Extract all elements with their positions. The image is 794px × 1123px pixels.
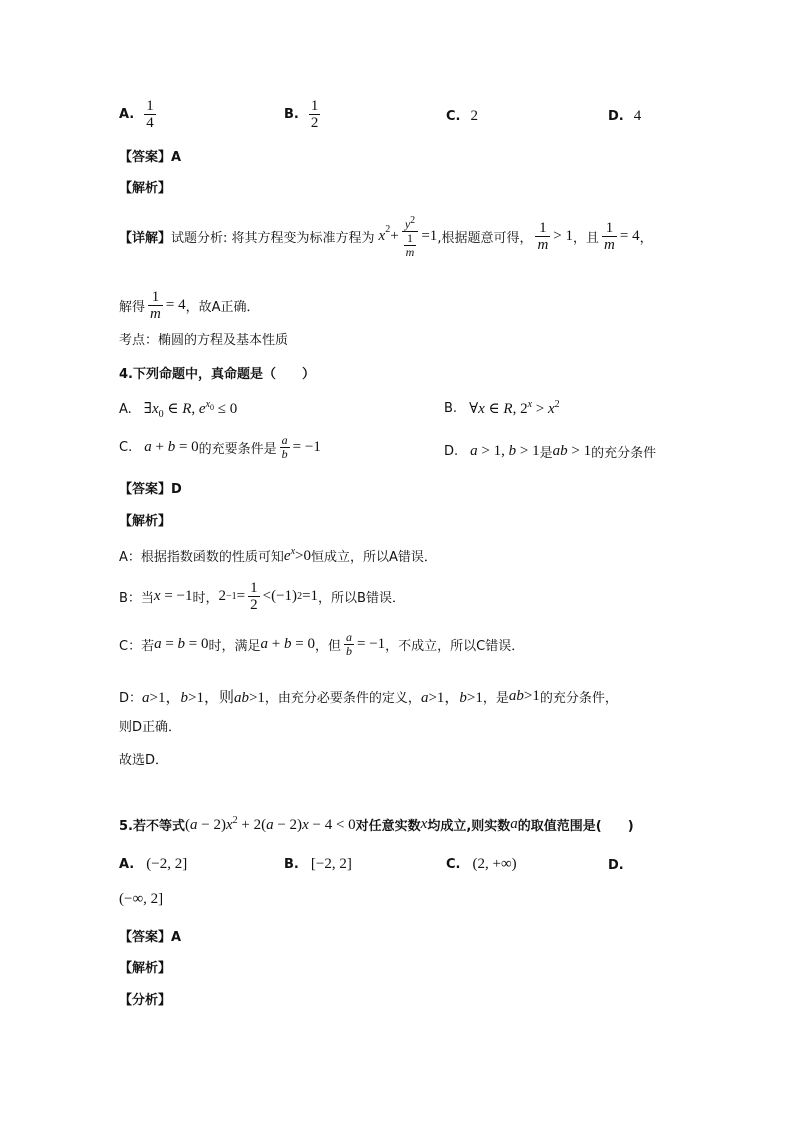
q4-analysis-b: B：当 x = −1 时， 2 −1 = $\frac{1}{2}$ <(−1) 2 =1 ，所以B错误． <box>119 580 405 613</box>
option-value: [−2, 2] <box>310 856 352 872</box>
q4-option-c: C. a + b = 0 的充要条件是 $\frac{a}{b}$ = −1 <box>119 433 321 461</box>
option-letter: B. <box>444 401 458 416</box>
option-letter: B. <box>284 857 299 872</box>
q3-solve-line <box>119 289 259 322</box>
q5-answer <box>119 926 181 945</box>
option-letter: A. <box>119 402 132 417</box>
option-letter: A. <box>119 107 135 122</box>
detail-text: ,根据题意可得， <box>437 231 533 246</box>
option-letter: D. <box>608 858 624 873</box>
q4-analysis-a: A：根据指数函数的性质可知 $e^x>0$ 恒成立，所以A错误． <box>119 546 437 565</box>
denominator: 2 <box>310 115 319 131</box>
title-text: 均成立,则实数 <box>427 819 511 834</box>
analysis-text: B：当 <box>119 591 154 606</box>
solve-suffix: ，故A正确． <box>185 300 260 315</box>
q3-option-a <box>119 98 159 131</box>
answer-tag: 【答案】 <box>119 150 172 165</box>
q4-analysis-tag: 【解析】 <box>119 514 172 529</box>
q4-conclusion: 故选D． <box>119 753 169 768</box>
analysis-text: A：根据指数函数的性质可知 <box>119 550 284 565</box>
analysis-text: 时，满足 <box>208 639 261 654</box>
option-value: 2 <box>470 108 478 124</box>
analysis-text: C：若 <box>119 639 155 654</box>
title-text: 5.若不等式 <box>119 819 185 834</box>
analysis-text: ，由充分必要条件的定义， <box>264 691 421 706</box>
answer-value: A <box>171 930 182 945</box>
q5-option-d-value: (−∞, 2] <box>119 891 164 907</box>
q4-analysis-d: D： a>1，b>1，则ab>1 ，由充分必要条件的定义， a>1，b>1 ，是 ab>1 的充分条件， <box>119 688 618 706</box>
q4-option-b: B. ∀x ∈ R, $2^x > x^2$ <box>444 399 560 417</box>
q3-analysis-tag: 【解析】 <box>119 181 172 196</box>
equation: $\frac{1}{m}$ = 4 <box>150 289 186 322</box>
q4-analysis-d-cont: 则D正确． <box>119 720 182 735</box>
q5-option-a <box>119 856 187 873</box>
option-letter: D. <box>608 109 624 124</box>
q5-option-d <box>608 858 624 873</box>
detail-tag: 【详解】 <box>119 231 172 246</box>
fraction <box>144 98 156 131</box>
q5-option-c <box>446 856 517 873</box>
option-text: 的充要条件是 <box>198 442 277 457</box>
option-value: (2, +∞) <box>472 856 517 872</box>
option-value: 4 <box>633 108 642 124</box>
option-letter: D. <box>444 444 459 459</box>
ellipse-standard-equation: x $^2$ + $\frac{y^2}{\frac{1}{m}}$ =1 <box>378 215 438 259</box>
analysis-text: D： <box>119 691 143 706</box>
q3-option-d <box>608 108 641 125</box>
q4-title: 4.下列命题中，真命题是（ ） <box>119 367 315 382</box>
option-letter: C. <box>446 857 461 872</box>
q4-option-d: D. a > 1, b > 1 是 ab > 1 的充分条件 <box>444 443 657 461</box>
answer-tag: 【答案】 <box>119 930 172 945</box>
option-text: 的充分条件 <box>591 446 657 461</box>
analysis-text: 恒成立，所以A错误． <box>311 550 437 565</box>
analysis-text: ，不成立，所以C错误． <box>385 639 525 654</box>
q5-fenxi-tag: 【分析】 <box>119 993 172 1008</box>
title-text: 的取值范围是( ) <box>517 819 634 834</box>
numerator: 1 <box>146 98 154 114</box>
analysis-text: 时， <box>192 591 219 606</box>
q5-title: 5.若不等式 $(a - 2)x^2 + 2(a - 2)x - 4 < 0$ 对任意实数 x 均成立,则实数 a 的取值范围是( ) <box>119 815 634 834</box>
option-letter: B. <box>284 107 299 122</box>
option-letter: A. <box>119 857 135 872</box>
q4-answer <box>119 478 182 497</box>
inequality: $\frac{1}{m}$ > 1 <box>537 220 574 253</box>
answer-tag: 【答案】 <box>119 482 172 497</box>
solve-prefix: 解得 <box>119 300 146 315</box>
denominator: 4 <box>146 115 154 131</box>
numerator: 1 <box>310 98 319 114</box>
q4-analysis-c: C：若 a = b = 0 时，满足 a + b = 0 ，但 $\frac{a}{b}$ = −1 ，不成立，所以C错误． <box>119 630 525 658</box>
answer-value: D <box>171 482 182 497</box>
equation: $\frac{1}{m}$ = 4 <box>604 220 640 253</box>
q4-option-a: A. $\exists x_0$ ∈ R, $e^{x_0} \le 0$ <box>119 399 238 420</box>
analysis-text: ，所以B错误． <box>318 591 405 606</box>
q3-answer <box>119 146 181 165</box>
fraction <box>309 98 321 131</box>
analysis-text: ，但 <box>314 639 341 654</box>
title-text: 对任意实数 <box>355 819 421 834</box>
analysis-text: ，是 <box>482 691 509 706</box>
q3-kaodian: 考点：椭圆的方程及基本性质 <box>119 333 289 348</box>
detail-text: ，且 <box>573 231 600 246</box>
q5-analysis-tag: 【解析】 <box>119 961 172 976</box>
option-letter: C. <box>119 440 133 455</box>
option-text: 是 <box>539 446 553 461</box>
fraction: $\frac{y^2}{\frac{1}{m}}$ <box>402 214 419 259</box>
analysis-text: 的充分条件， <box>539 691 618 706</box>
q3-option-b <box>284 98 323 131</box>
q3-option-c <box>446 108 478 125</box>
q3-detail-line <box>119 214 653 259</box>
detail-text: ， <box>639 231 653 246</box>
q5-option-b <box>284 856 352 873</box>
option-letter: C. <box>446 109 461 124</box>
detail-text: 试题分析: 将其方程变为标准方程为 <box>171 231 375 246</box>
answer-value: A <box>171 150 182 165</box>
option-value: (−2, 2] <box>146 856 188 872</box>
